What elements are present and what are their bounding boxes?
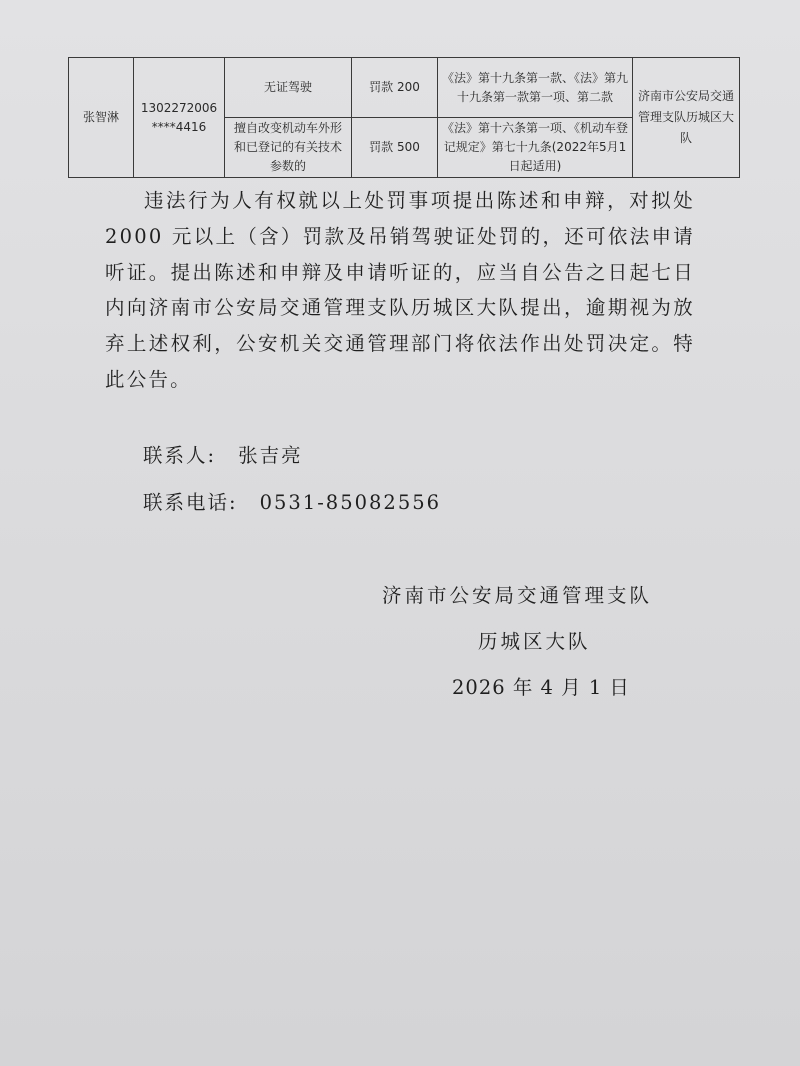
contact-phone-line: [143, 487, 441, 515]
penalty-cell: 罚款 500: [352, 118, 438, 178]
contact-person-line: [143, 440, 303, 468]
signature-org-line-2: 历城区大队: [478, 630, 591, 653]
signature-date: 2026 年 4 月 1 日: [452, 676, 630, 699]
legal-basis-cell: 《法》第十九条第一款、《法》第九十九条第一款第一项、第二款: [438, 58, 633, 118]
signature-org-line-1: 济南市公安局交通管理支队: [382, 584, 653, 607]
contact-phone-value: 0531-85082556: [259, 491, 442, 514]
contact-person-value: 张吉亮: [238, 444, 303, 467]
violation-cell: 擅自改变机动车外形和已登记的有关技术参数的: [225, 118, 352, 178]
penalty-record-table: [68, 57, 740, 178]
contact-phone-label: 联系电话:: [143, 491, 238, 514]
id-number-cell: [134, 58, 225, 178]
legal-basis-cell: 《法》第十六条第一项、《机动车登记规定》第七十九条(2022年5月1日起适用): [438, 118, 633, 178]
authority-cell: 济南市公安局交通管理支队历城区大队: [633, 58, 740, 178]
id-number-line-1: 1302272006: [140, 100, 218, 115]
violation-cell: 无证驾驶: [225, 58, 352, 118]
penalty-cell: 罚款 200: [352, 58, 438, 118]
contact-person-label: 联系人:: [143, 444, 217, 467]
notice-paragraph: 违法行为人有权就以上处罚事项提出陈述和申辩，对拟处 2000 元以上（含）罚款及吊销驾驶证处罚的，还可依法申请听证。提出陈述和申辩及申请听证的，应当自公告之日起七日内向济南市公安局交通管理支队历城区大队提出，逾期视为放弃上述权利，公安机关交通管理部门将依法作出处罚决定。特此公告。: [105, 189, 695, 391]
party-name-cell: 张智淋: [69, 58, 134, 178]
table-row: [69, 58, 740, 118]
id-number-line-2: ****4416: [151, 119, 207, 134]
